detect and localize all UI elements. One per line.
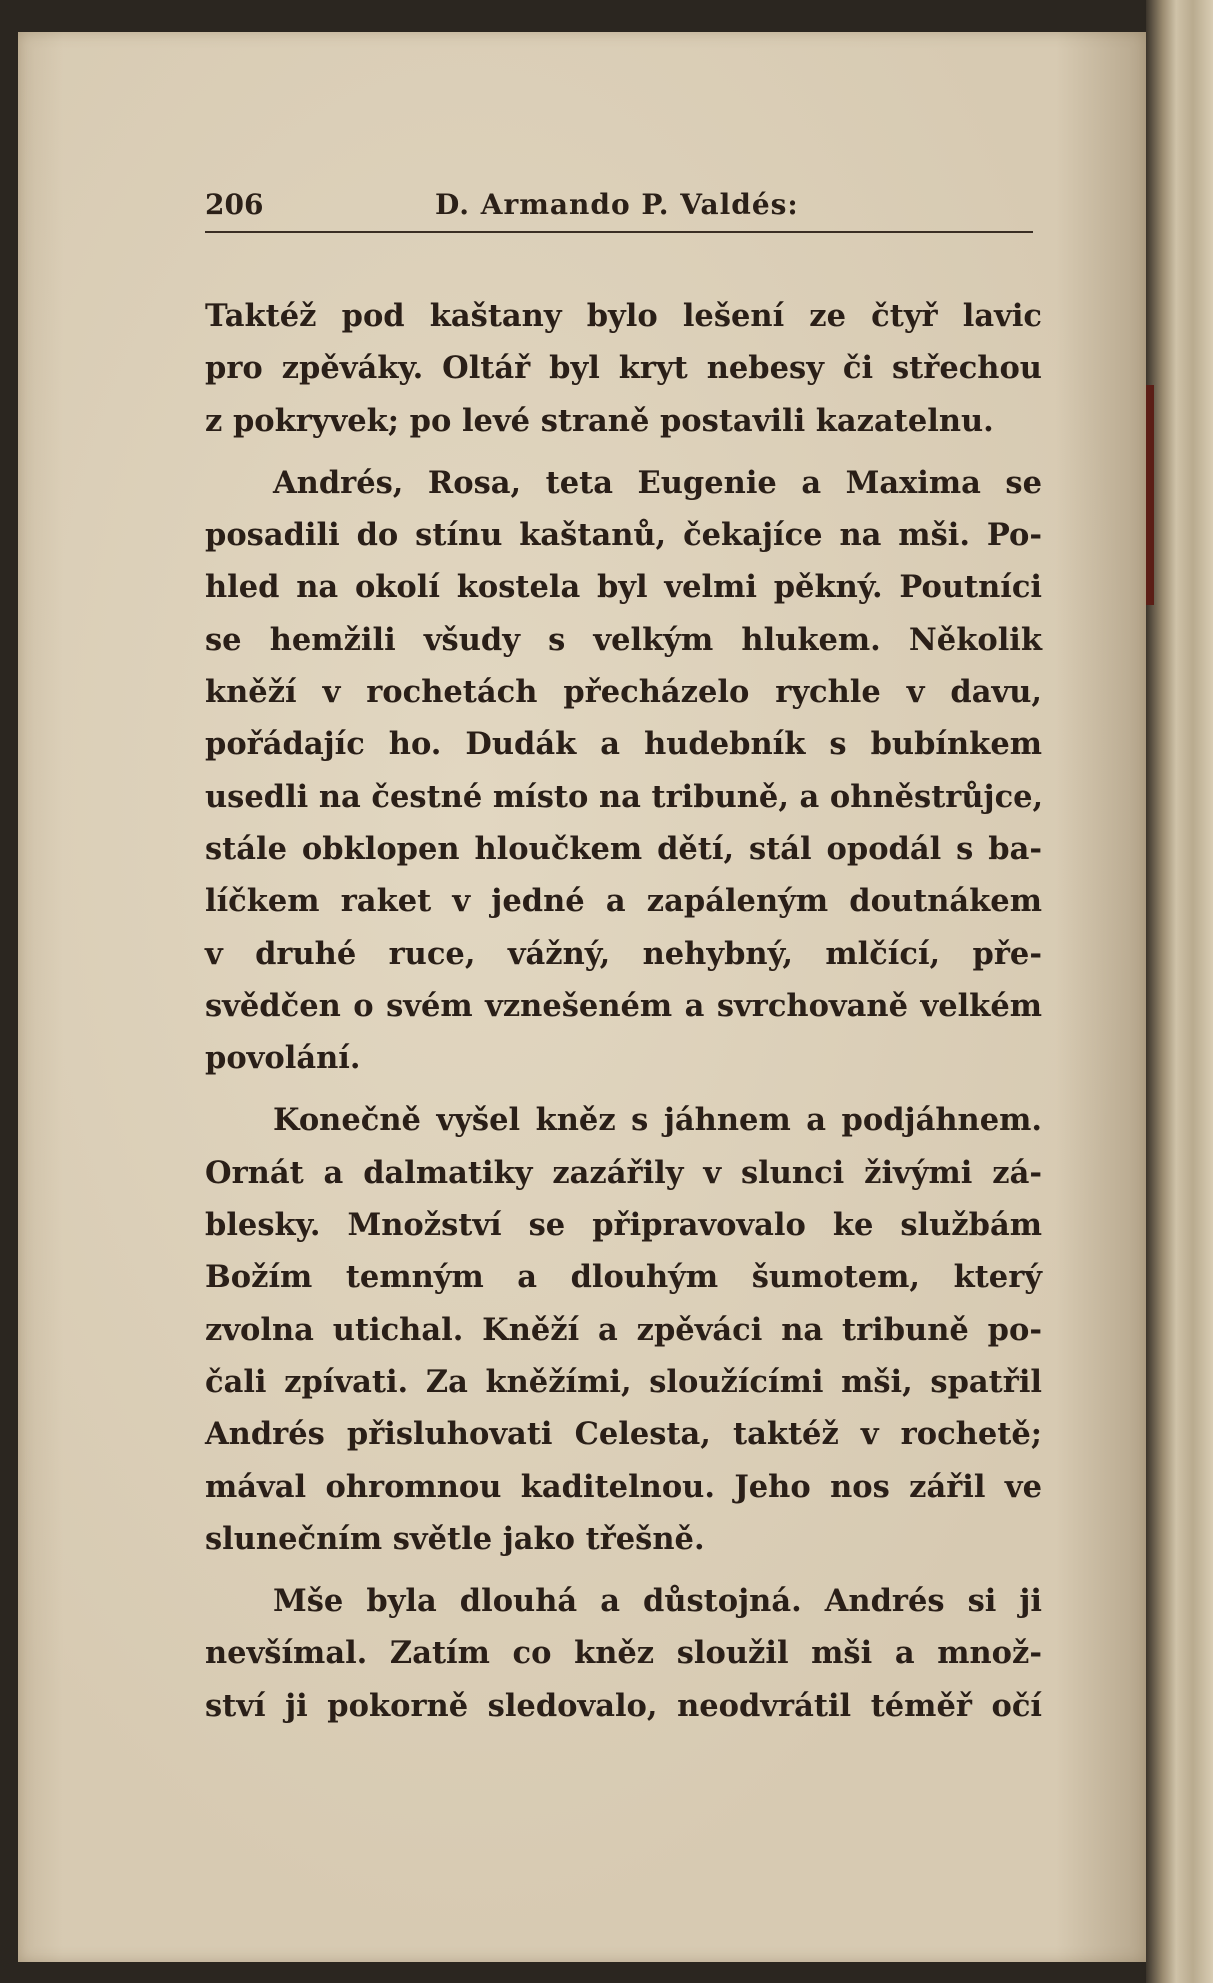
text-line: čali zpívati. Za kněžími, sloužícími mši, spatřil <box>205 1363 1042 1400</box>
text-line: Božím temným a dlouhým šumotem, který <box>205 1259 1042 1296</box>
body-text <box>205 290 1042 1732</box>
text-line: kněží v rochetách přecházelo rychle v davu, <box>205 674 1042 711</box>
text-line: v druhé ruce, vážný, nehybný, mlčící, pře- <box>205 935 1042 972</box>
page-number: 206 <box>205 188 264 221</box>
book-gutter <box>1146 0 1213 1983</box>
text-line: usedli na čestné místo na tribuně, a ohněstrůjce, <box>205 778 1044 815</box>
text-line: pro zpěváky. Oltář byl kryt nebesy či střechou <box>205 350 1042 387</box>
text-line: mával ohromnou kaditelnou. Jeho nos zářil ve <box>205 1468 1042 1505</box>
text-line: zvolna utichal. Kněží a zpěváci na tribuně po- <box>205 1311 1042 1348</box>
text-line: se hemžili všudy s velkým hlukem. Několik <box>205 621 1042 658</box>
text-line: Taktéž pod kaštany bylo lešení ze čtyř lavic <box>205 298 1042 334</box>
text-line: Andrés přisluhovati Celesta, taktéž v rochetě; <box>205 1416 1042 1453</box>
text-line: líčkem raket v jedné a zapáleným doutnákem <box>205 883 1042 920</box>
text-line: Andrés, Rosa, teta Eugenie a Maxima se <box>273 464 1042 501</box>
text-line: hled na okolí kostela byl velmi pěkný. Poutníci <box>205 569 1042 606</box>
header-rule <box>205 231 1033 233</box>
text-line: svědčen o svém vznešeném a svrchovaně velkém <box>205 987 1042 1024</box>
text-line: povolání. <box>205 1040 361 1077</box>
running-head: D. Armando P. Valdés: <box>435 188 799 221</box>
text-line: slunečním světle jako třešně. <box>205 1520 705 1557</box>
text-line: Konečně vyšel kněz s jáhnem a podjáhnem. <box>273 1102 1042 1139</box>
text-line: ství ji pokorně sledovalo, neodvrátil téměř očí <box>205 1687 1042 1724</box>
text-line: Mše byla dlouhá a důstojná. Andrés si ji <box>273 1583 1042 1620</box>
text-line: blesky. Množství se připravovalo ke službám <box>205 1207 1042 1244</box>
text-line: posadili do stínu kaštanů, čekajíce na mši. Po- <box>205 517 1042 554</box>
text-line: z pokryvek; po levé straně postavili kazatelnu. <box>205 402 994 439</box>
binding-mark <box>1146 385 1154 605</box>
text-line: pořádajíc ho. Dudák a hudebník s bubínkem <box>205 726 1042 763</box>
text-line: Ornát a dalmatiky zazářily v slunci živými zá- <box>205 1154 1042 1191</box>
page-header <box>205 188 1035 236</box>
text-line: stále obklopen hloučkem dětí, stál opodál s ba- <box>205 830 1042 867</box>
text-line: nevšímal. Zatím co kněz sloužil mši a množ- <box>205 1635 1042 1672</box>
